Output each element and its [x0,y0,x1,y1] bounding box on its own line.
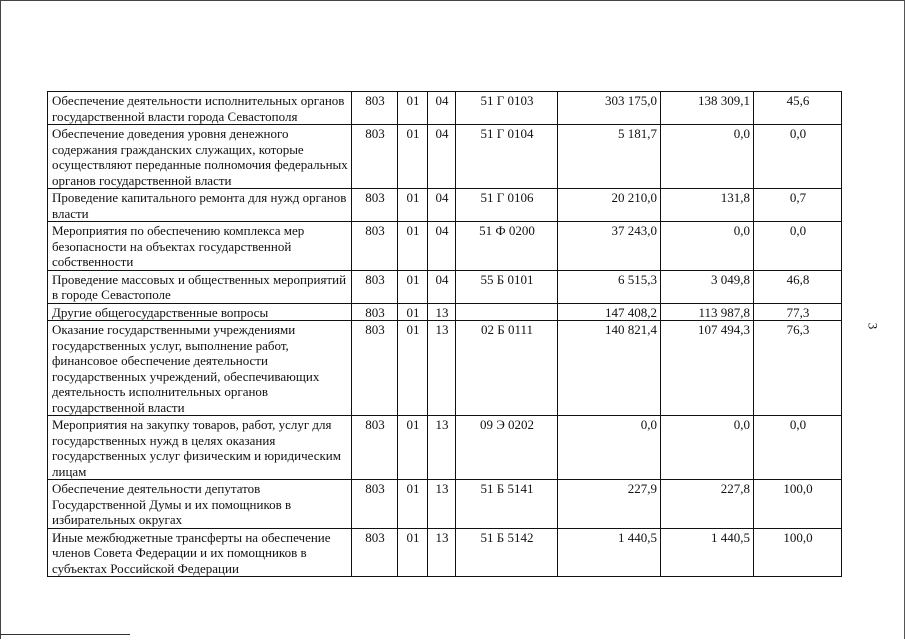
subsection-code-cell: 04 [428,270,456,303]
section-code-cell: 01 [398,92,428,125]
ved-code-cell: 803 [352,303,398,321]
execution-percent-cell: 77,3 [754,303,842,321]
section-code-cell: 01 [398,222,428,271]
row-name-cell: Обеспечение доведения уровня денежного содержания гражданских служащих, которые осуществляют переданные полномочия федеральных органов государственной власти [48,125,352,189]
table-body [48,92,842,577]
scan-edge-mark [0,634,130,635]
section-code-cell: 01 [398,303,428,321]
target-article-cell: 51 Ф 0200 [456,222,558,271]
plan-amount-cell: 140 821,4 [558,321,661,416]
row-name-cell: Проведение массовых и общественных мероприятий в городе Севастополе [48,270,352,303]
row-name-cell: Обеспечение деятельности исполнительных органов государственной власти города Севастополя [48,92,352,125]
table-row [48,321,842,416]
actual-amount-cell: 1 440,5 [661,528,754,577]
subsection-code-cell: 13 [428,480,456,529]
budget-table [47,91,842,577]
actual-amount-cell: 131,8 [661,189,754,222]
section-code-cell: 01 [398,189,428,222]
ved-code-cell: 803 [352,189,398,222]
ved-code-cell: 803 [352,416,398,480]
table-row [48,92,842,125]
page-number: 3 [865,322,881,330]
row-name-cell: Мероприятия по обеспечению комплекса мер безопасности на объектах государственной собственности [48,222,352,271]
subsection-code-cell: 04 [428,125,456,189]
target-article-cell: 51 Г 0104 [456,125,558,189]
ved-code-cell: 803 [352,528,398,577]
table-row [48,416,842,480]
execution-percent-cell: 100,0 [754,480,842,529]
target-article-cell: 51 Б 5141 [456,480,558,529]
execution-percent-cell: 0,0 [754,125,842,189]
actual-amount-cell: 113 987,8 [661,303,754,321]
table-row [48,480,842,529]
section-code-cell: 01 [398,416,428,480]
table-row [48,222,842,271]
actual-amount-cell: 3 049,8 [661,270,754,303]
subsection-code-cell: 13 [428,303,456,321]
subsection-code-cell: 04 [428,92,456,125]
execution-percent-cell: 0,0 [754,222,842,271]
ved-code-cell: 803 [352,222,398,271]
execution-percent-cell: 76,3 [754,321,842,416]
section-code-cell: 01 [398,528,428,577]
row-name-cell: Проведение капитального ремонта для нужд органов власти [48,189,352,222]
plan-amount-cell: 6 515,3 [558,270,661,303]
actual-amount-cell: 227,8 [661,480,754,529]
target-article-cell: 55 Б 0101 [456,270,558,303]
execution-percent-cell: 45,6 [754,92,842,125]
subsection-code-cell: 04 [428,189,456,222]
row-name-cell: Мероприятия на закупку товаров, работ, услуг для государственных нужд в целях оказания государственных услуг физическим и юридическим лицам [48,416,352,480]
table-row [48,189,842,222]
actual-amount-cell: 0,0 [661,222,754,271]
table-row [48,303,842,321]
target-article-cell: 51 Г 0106 [456,189,558,222]
target-article-cell: 02 Б 0111 [456,321,558,416]
row-name-cell: Оказание государственными учреждениями государственных услуг, выполнение работ, финансовое обеспечение деятельности государственных учреждений, обеспечивающих деятельность исполнительных органов государственной власти [48,321,352,416]
plan-amount-cell: 303 175,0 [558,92,661,125]
table-row [48,528,842,577]
subsection-code-cell: 04 [428,222,456,271]
table-row [48,270,842,303]
subsection-code-cell: 13 [428,321,456,416]
execution-percent-cell: 0,0 [754,416,842,480]
plan-amount-cell: 20 210,0 [558,189,661,222]
row-name-cell: Иные межбюджетные трансферты на обеспечение членов Совета Федерации и их помощников в субъектах Российской Федерации [48,528,352,577]
ved-code-cell: 803 [352,480,398,529]
actual-amount-cell: 0,0 [661,125,754,189]
subsection-code-cell: 13 [428,416,456,480]
actual-amount-cell: 107 494,3 [661,321,754,416]
row-name-cell: Обеспечение деятельности депутатов Государственной Думы и их помощников в избирательных округах [48,480,352,529]
section-code-cell: 01 [398,321,428,416]
target-article-cell: 51 Б 5142 [456,528,558,577]
plan-amount-cell: 227,9 [558,480,661,529]
target-article-cell: 09 Э 0202 [456,416,558,480]
target-article-cell: 51 Г 0103 [456,92,558,125]
plan-amount-cell: 1 440,5 [558,528,661,577]
actual-amount-cell: 0,0 [661,416,754,480]
section-code-cell: 01 [398,270,428,303]
target-article-cell [456,303,558,321]
plan-amount-cell: 0,0 [558,416,661,480]
execution-percent-cell: 46,8 [754,270,842,303]
subsection-code-cell: 13 [428,528,456,577]
ved-code-cell: 803 [352,270,398,303]
ved-code-cell: 803 [352,125,398,189]
section-code-cell: 01 [398,125,428,189]
plan-amount-cell: 37 243,0 [558,222,661,271]
ved-code-cell: 803 [352,321,398,416]
execution-percent-cell: 0,7 [754,189,842,222]
table-row [48,125,842,189]
actual-amount-cell: 138 309,1 [661,92,754,125]
section-code-cell: 01 [398,480,428,529]
plan-amount-cell: 147 408,2 [558,303,661,321]
plan-amount-cell: 5 181,7 [558,125,661,189]
execution-percent-cell: 100,0 [754,528,842,577]
ved-code-cell: 803 [352,92,398,125]
row-name-cell: Другие общегосударственные вопросы [48,303,352,321]
